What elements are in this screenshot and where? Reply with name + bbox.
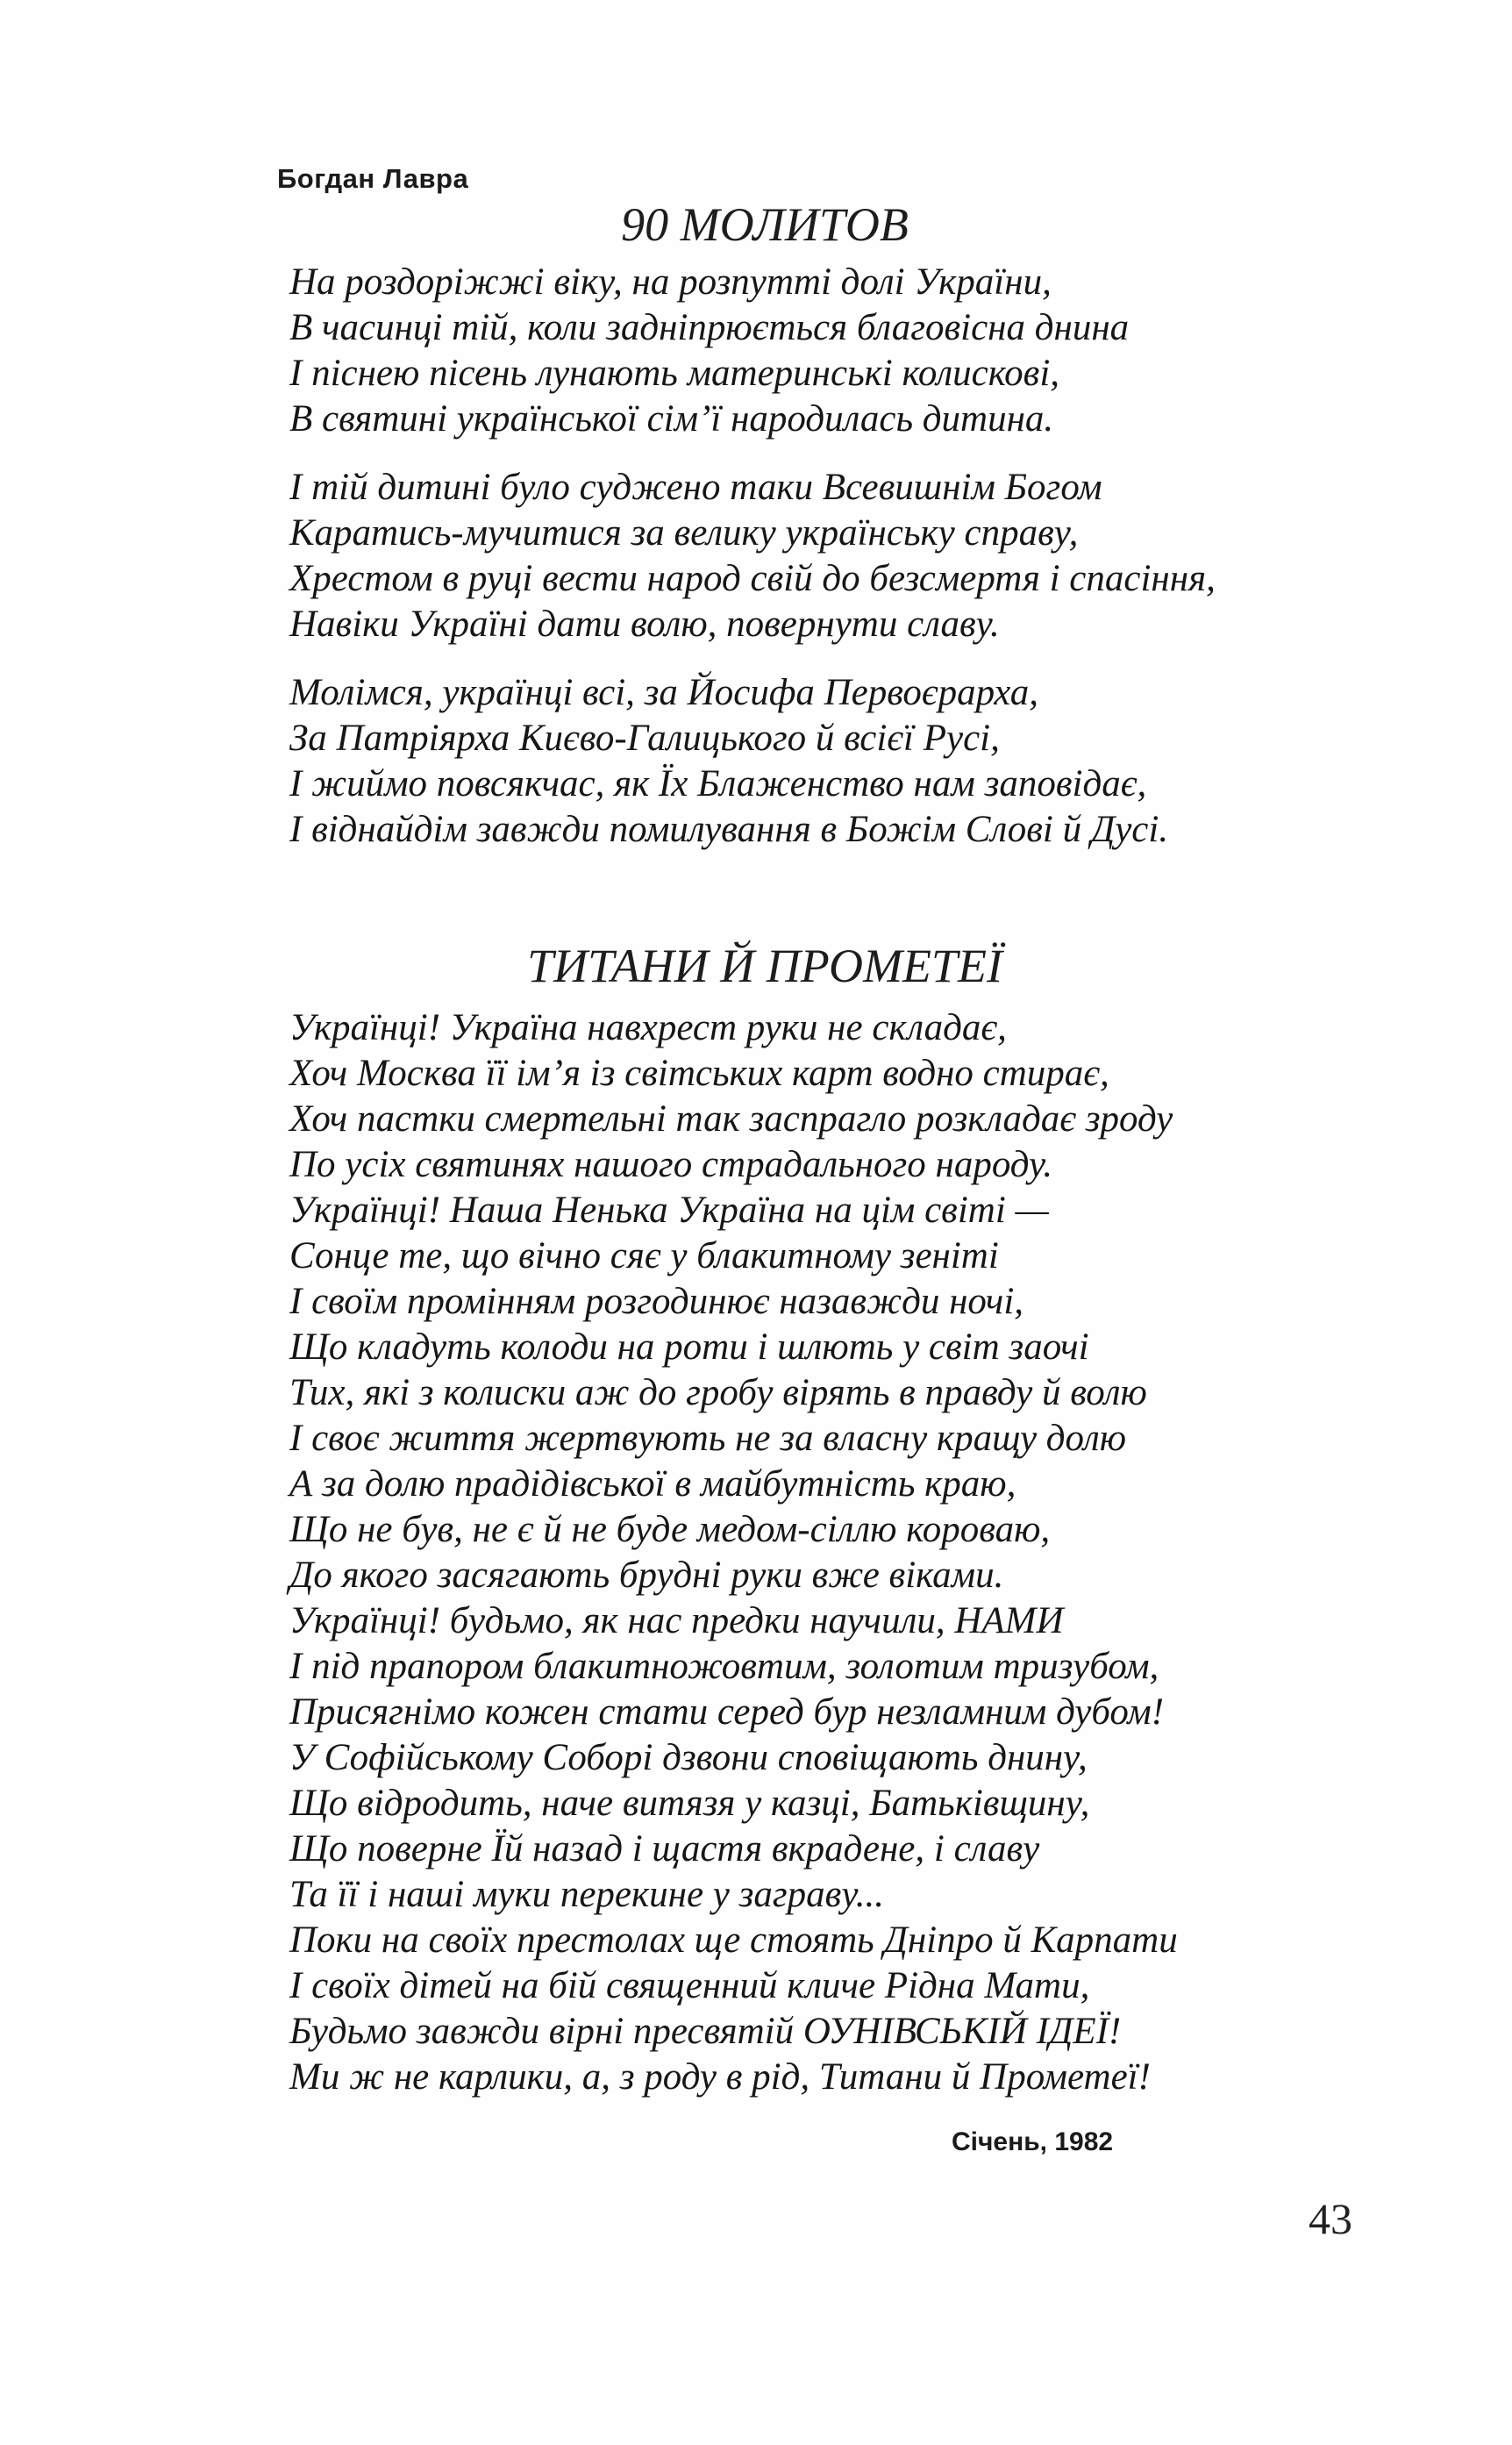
poem-line: Та її і наші муки перекине у заграву... [289,1874,884,1915]
poem-line: Хоч Москва її ім’я із світських карт водно стирає, [289,1053,1109,1094]
poem-body-90-molytov [289,260,1250,853]
poem-title-tytany-prometei: ТИТАНИ Й ПРОМЕТЕЇ [527,940,1002,992]
poem-line: І жиймо повсякчас, як Їх Блаженство нам заповідає, [289,763,1147,804]
poem-line: А за долю прадідівської в майбутність краю, [289,1463,1016,1505]
poem-line: Що поверне Їй назад і щастя вкрадене, і славу [289,1828,1040,1869]
poem-line: І своїх дітей на бій священний кличе Рідна Мати, [289,1965,1090,2006]
poem-title-90-molytov: 90 МОЛИТОВ [621,198,909,251]
poem-line: Що відродить, наче витязя у казці, Батьківщину, [289,1783,1090,1824]
poem-line: Молімся, українці всі, за Йосифа Первоєрарха, [289,672,1038,713]
poem-line: Поки на своїх престолах ще стоять Дніпро й Карпати [289,1920,1178,1961]
page-number: 43 [1309,2194,1352,2243]
poem-line: Українці! Наша Ненька Україна на цім світі — [289,1190,1049,1231]
poem-line: Будьмо завжди вірні пресвятій ОУНІВСЬКІЙ ІДЕЇ! [289,2011,1122,2052]
poem-line: У Софійському Соборі дзвони сповіщають днину, [289,1737,1088,1778]
poem-line: В святині української сім’ї народилась дитина. [289,398,1054,440]
author-name: Богдан Лавра [277,163,469,194]
poem-line: На роздоріжжі віку, на розпутті долі України, [289,261,1052,303]
stanza-break [289,442,1250,465]
poem-line: Сонце те, що вічно сяє у блакитному зеніті [289,1235,999,1276]
poem-line: І піснею пісень лунають материнські колискові, [289,353,1060,394]
stanza-break [289,647,1250,670]
poem-body-tytany-prometei [289,1005,1250,2100]
poem-line: За Патріярха Києво-Галицького й всієї Русі, [289,718,1000,759]
poem-line: В часинці тій, коли задніпрюється благовісна днина [289,307,1130,348]
poem-line: Каратись-мучитися за велику українську справу, [289,512,1079,554]
poem-line: Присягнімо кожен стати серед бур незламним дубом! [289,1691,1165,1733]
poem-line: По усіх святинях нашого страдального народу. [289,1144,1053,1185]
poem-date: Січень, 1982 [952,2127,1114,2156]
poem-line: Українці! Україна навхрест руки не складає, [289,1007,1007,1048]
poem-line: До якого засягають брудні руки вже віками. [289,1555,1004,1596]
poem-line: І під прапором блакитножовтим, золотим тризубом, [289,1646,1159,1687]
poem-line: Тих, які з колиски аж до гробу вірять в правду й волю [289,1372,1147,1413]
poem-line: Українці! будьмо, як нас предки научили, НАМИ [289,1600,1064,1641]
poem-line: Ми ж не карлики, а, з роду в рід, Титани й Прометеї! [289,2056,1151,2098]
poem-line: І своїм промінням розгодинює назавжди ночі, [289,1281,1024,1322]
poem-line: Хрестом в руці вести народ свій до безсмертя і спасіння, [289,558,1216,599]
poem-line: Що кладуть колоди на роти і шлють у світ заочі [289,1326,1089,1368]
poem-line: Хоч пастки смертельні так заспрагло розкладає зроду [289,1098,1173,1140]
poem-line: І віднайдім завжди помилування в Божім Слові й Дусі. [289,809,1169,850]
poem-line: І своє життя жертвують не за власну кращу долю [289,1418,1127,1459]
poem-line: Що не був, не є й не буде медом-сіллю короваю, [289,1509,1051,1550]
poem-line: І тій дитині було суджено таки Всевишнім Богом [289,467,1102,508]
poem-line: Навіки Україні дати волю, повернути славу. [289,604,1000,645]
